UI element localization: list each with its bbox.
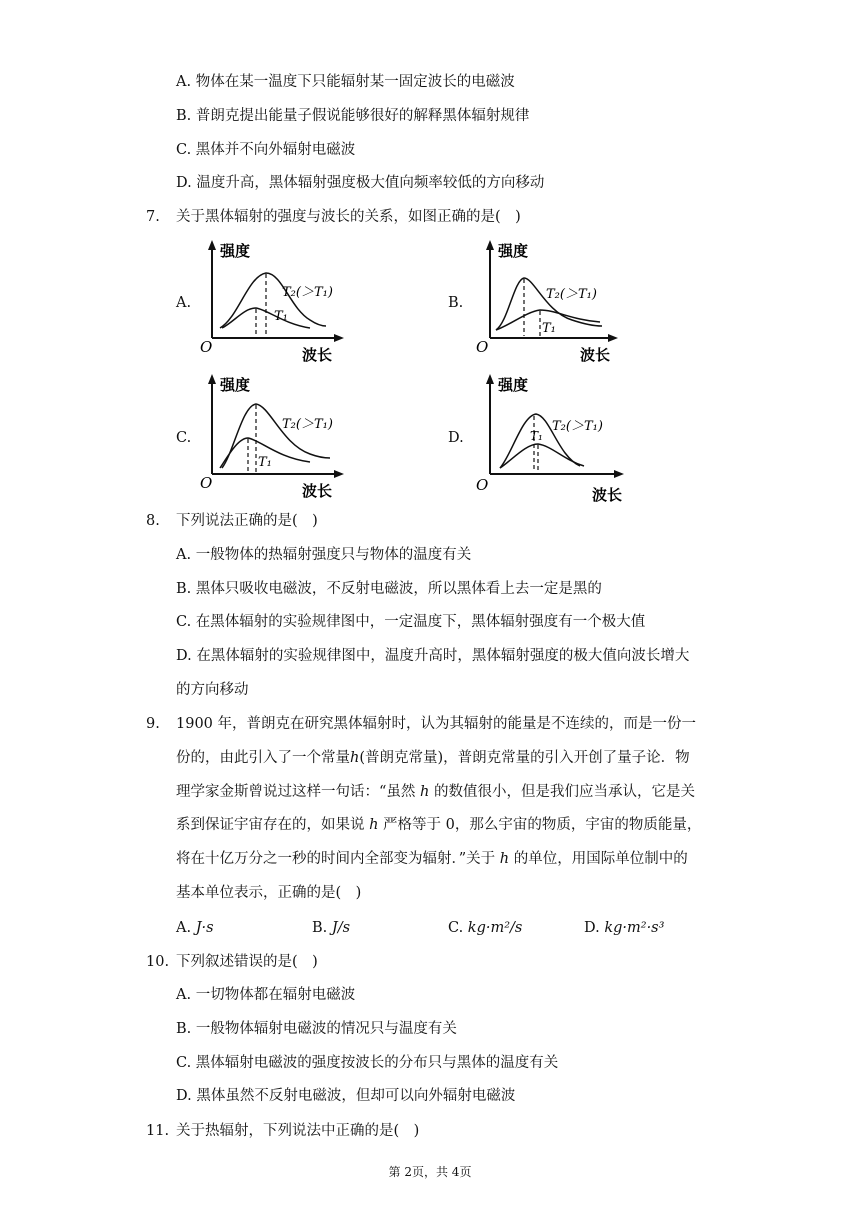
q7-graph-c-t2: T₂(＞T₁) bbox=[282, 417, 333, 432]
q7-graph-d-ylabel: 强度 bbox=[498, 376, 529, 394]
q6-option-d: D. 温度升高，黑体辐射强度极大值向频率较低的方向移动 bbox=[176, 175, 545, 191]
q9-line-2: 份的，由此引入了一个常量h(普朗克常量)，普朗克常量的引入开创了量子论．物 bbox=[176, 750, 690, 766]
q7-stem: 关于黑体辐射的强度与波长的关系，如图正确的是( ) bbox=[176, 209, 521, 225]
q7-graph-b-label: B. bbox=[448, 295, 464, 311]
q7-graph-d-t2: T₂(＞T₁) bbox=[552, 419, 603, 434]
q7-graph-b-origin: O bbox=[476, 338, 489, 356]
q9-line-6: 基本单位表示，正确的是( ) bbox=[176, 885, 362, 901]
q6-option-b: B. 普朗克提出能量子假说能够很好的解释黑体辐射规律 bbox=[176, 108, 530, 124]
q9-line-3: 理学家金斯曾说过这样一句话：“虽然 h 的数值很小，但是我们应当承认，它是关 bbox=[176, 784, 695, 800]
q7-graph-c-label: C. bbox=[176, 430, 192, 446]
q10-option-a: A. 一切物体都在辐射电磁波 bbox=[176, 987, 356, 1003]
q6-option-c: C. 黑体并不向外辐射电磁波 bbox=[176, 142, 356, 158]
q7-graph-c-ylabel: 强度 bbox=[220, 376, 251, 394]
q7-graph-d-origin: O bbox=[476, 476, 489, 494]
q8-stem: 下列说法正确的是( ) bbox=[176, 513, 318, 529]
q8-option-a: A. 一般物体的热辐射强度只与物体的温度有关 bbox=[176, 547, 472, 563]
q7-graph-b-ylabel: 强度 bbox=[498, 242, 529, 260]
q7-graph-b-xlabel: 波长 bbox=[580, 346, 611, 364]
q7-graph-d-xlabel: 波长 bbox=[592, 486, 623, 504]
q11-number: 11. bbox=[146, 1123, 170, 1139]
q10-option-d: D. 黑体虽然不反射电磁波，但却可以向外辐射电磁波 bbox=[176, 1088, 516, 1104]
q7-graph-a-t1: T₁ bbox=[274, 309, 288, 324]
q10-stem: 下列叙述错误的是( ) bbox=[176, 954, 318, 970]
q11-stem: 关于热辐射，下列说法中正确的是( ) bbox=[176, 1123, 420, 1139]
q7-graph-d-t1: T₁ bbox=[530, 429, 543, 443]
q10-option-b: B. 一般物体辐射电磁波的情况只与温度有关 bbox=[176, 1021, 457, 1037]
q7-graph-a bbox=[198, 238, 348, 366]
q7-graph-b-t2: T₂(＞T₁) bbox=[546, 287, 597, 302]
q6-option-a: A. 物体在某一温度下只能辐射某一固定波长的电磁波 bbox=[176, 74, 515, 90]
q8-option-b: B. 黑体只吸收电磁波，不反射电磁波，所以黑体看上去一定是黑的 bbox=[176, 581, 602, 597]
q7-graph-c-xlabel: 波长 bbox=[302, 482, 333, 500]
q7-graph-c-origin: O bbox=[200, 474, 213, 492]
q8-option-d: D. 在黑体辐射的实验规律图中，温度升高时，黑体辐射强度的极大值向波长增大 bbox=[176, 648, 690, 664]
q9-option-c: C. kg·m²/s bbox=[448, 920, 523, 936]
q7-graph-b-t1: T₁ bbox=[542, 321, 556, 336]
q7-graph-a-t2: T₂(＞T₁) bbox=[282, 285, 333, 300]
page-footer: 第 2页，共 4页 bbox=[388, 1165, 472, 1179]
q7-graph-a-xlabel: 波长 bbox=[302, 346, 333, 364]
q9-line-4: 系到保证宇宙存在的，如果说 h 严格等于 0，那么宇宙的物质，宇宙的物质能量， bbox=[176, 817, 702, 833]
q8-option-c: C. 在黑体辐射的实验规律图中，一定温度下，黑体辐射强度有一个极大值 bbox=[176, 614, 646, 630]
q7-graph-a-origin: O bbox=[200, 338, 213, 356]
q7-graph-a-label: A. bbox=[176, 295, 192, 311]
q10-number: 10. bbox=[146, 954, 170, 970]
q7-graph-b bbox=[472, 238, 622, 366]
q9-line-5: 将在十亿万分之一秒的时间内全部变为辐射．”关于 h 的单位，用国际单位制中的 bbox=[176, 851, 688, 867]
q9-option-a: A. J·s bbox=[176, 920, 214, 936]
q7-graph-c-t1: T₁ bbox=[258, 455, 272, 470]
q10-option-c: C. 黑体辐射电磁波的强度按波长的分布只与黑体的温度有关 bbox=[176, 1055, 559, 1071]
q9-line-1: 1900 年，普朗克在研究黑体辐射时，认为其辐射的能量是不连续的，而是一份一 bbox=[176, 716, 697, 732]
q8-number: 8. bbox=[146, 513, 160, 529]
q9-option-b: B. J/s bbox=[312, 920, 351, 936]
q7-graph-d bbox=[472, 372, 632, 506]
q7-number: 7. bbox=[146, 209, 160, 225]
q7-graph-a-ylabel: 强度 bbox=[220, 242, 251, 260]
q7-graph-d-label: D. bbox=[448, 430, 464, 446]
q9-option-d: D. kg·m²·s³ bbox=[584, 920, 665, 936]
q8-option-d-continued: 的方向移动 bbox=[176, 682, 249, 698]
q7-graph-c bbox=[198, 372, 348, 502]
q9-number: 9. bbox=[146, 716, 160, 732]
